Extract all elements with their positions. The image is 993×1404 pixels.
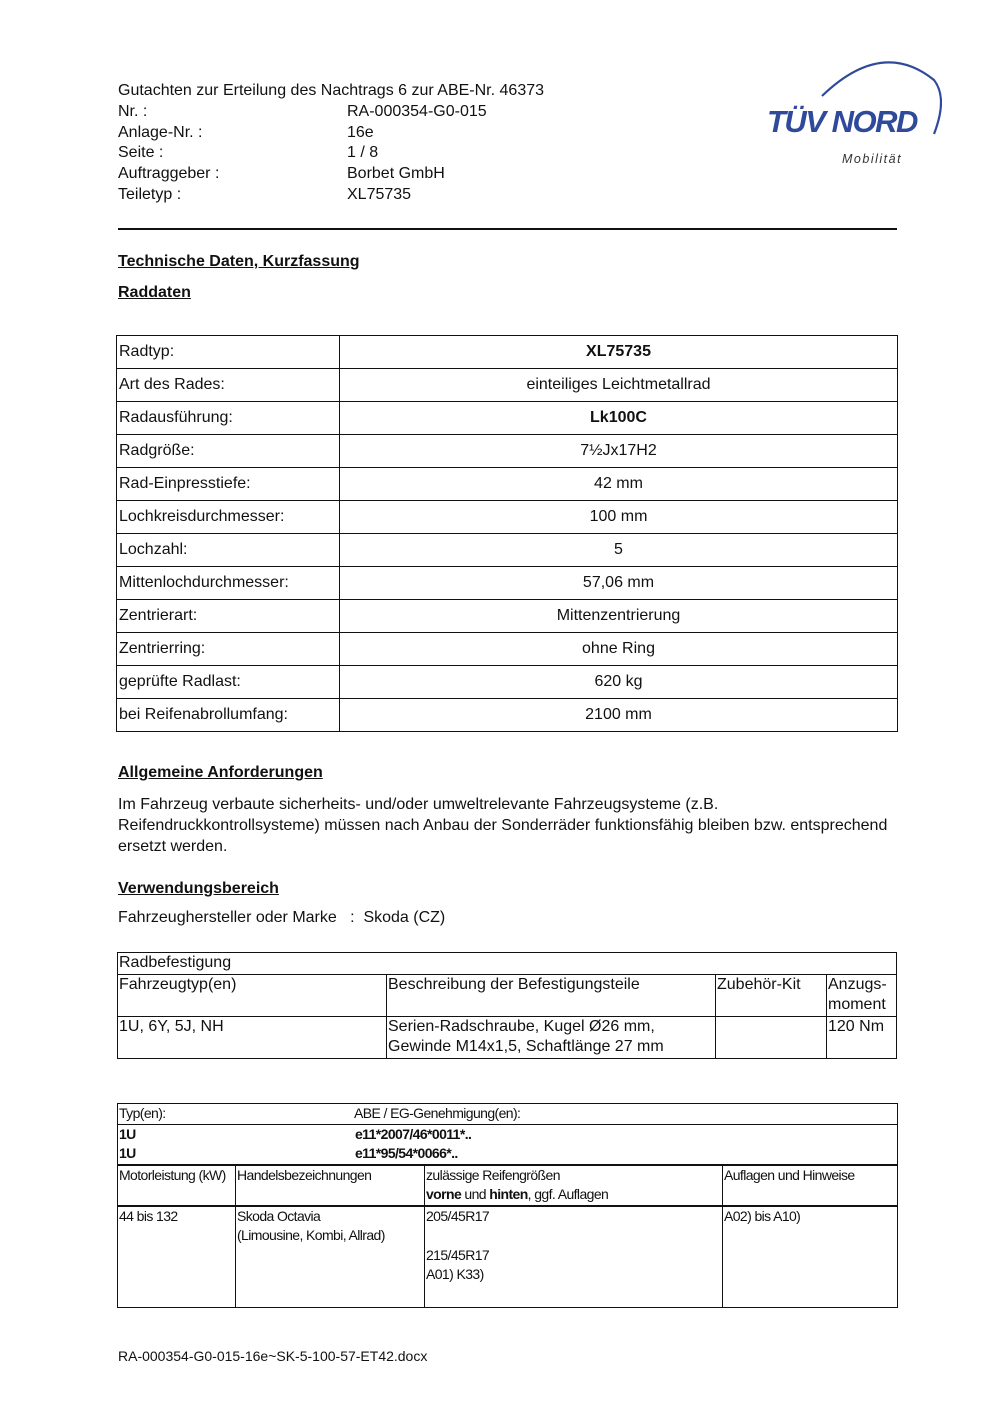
header-field-auftraggeber: Auftraggeber : Borbet GmbH xyxy=(118,165,445,183)
raddaten-value: einteiliges Leichtmetallrad xyxy=(340,369,898,402)
raddaten-label: Radausführung: xyxy=(117,402,340,435)
raddaten-value: Mittenzentrierung xyxy=(340,600,898,633)
header-field-teiletyp: Teiletyp : XL75735 xyxy=(118,185,412,203)
table-row xyxy=(117,369,898,402)
typen-table xyxy=(117,1103,898,1308)
col-anzugsmoment: Anzugs-moment xyxy=(827,974,897,1016)
raddaten-label: bei Reifenabrollumfang: xyxy=(117,699,340,732)
raddaten-value: 42 mm xyxy=(340,468,898,501)
cell-anzugsmoment: 120 Nm xyxy=(827,1016,897,1058)
raddaten-label: Rad-Einpresstiefe: xyxy=(117,468,340,501)
document-header xyxy=(118,81,638,206)
col-reifengroessen: zulässige Reifengrößen vorne und hinten, ggf. Auflagen xyxy=(425,1165,723,1206)
header-divider xyxy=(118,228,897,230)
cell-auflagen: A02) bis A10) xyxy=(723,1206,898,1308)
raddaten-label: Zentrierring: xyxy=(117,633,340,666)
table-row xyxy=(117,666,898,699)
abe-label: ABE / EG-Genehmigung(en): xyxy=(354,1105,521,1121)
radbefestigung-title: Radbefestigung xyxy=(118,953,897,975)
raddaten-label: geprüfte Radlast: xyxy=(117,666,340,699)
radbefestigung-table xyxy=(117,952,897,1059)
heading-raddaten: Raddaten xyxy=(118,284,191,301)
raddaten-value: XL75735 xyxy=(340,336,898,369)
table-row xyxy=(117,600,898,633)
raddaten-value: 7½Jx17H2 xyxy=(340,435,898,468)
raddaten-label: Radtyp: xyxy=(117,336,340,369)
cell-handelsbezeichnung: Skoda Octavia (Limousine, Kombi, Allrad) xyxy=(236,1206,425,1308)
col-auflagen: Auflagen und Hinweise xyxy=(723,1165,898,1206)
col-beschreibung: Beschreibung der Befestigungsteile xyxy=(387,974,716,1016)
footer-filename: RA-000354-G0-015-16e~SK-5-100-57-ET42.docx xyxy=(118,1348,428,1364)
raddaten-label: Zentrierart: xyxy=(117,600,340,633)
allgemeine-text: Im Fahrzeug verbaute sicherheits- und/oder umweltrelevante Fahrzeugsysteme (z.B. Reifendruckkontrollsysteme) müssen nach Anbau der Sonderräder funktionsfähig bleiben bzw. entsprechend ersetzt werden. xyxy=(118,796,888,855)
table-row xyxy=(117,468,898,501)
logo-subtitle: Mobilität xyxy=(842,152,903,166)
raddaten-label: Lochzahl: xyxy=(117,534,340,567)
table-row xyxy=(117,699,898,732)
raddaten-label: Lochkreisdurchmesser: xyxy=(117,501,340,534)
logo-wordmark: TÜV NORD xyxy=(767,104,917,139)
raddaten-label: Radgröße: xyxy=(117,435,340,468)
raddaten-value: ohne Ring xyxy=(340,633,898,666)
cell-reifengroessen: 205/45R17 215/45R17 A01) K33) xyxy=(425,1206,723,1308)
tuv-nord-logo xyxy=(762,58,942,173)
heading-technische-daten: Technische Daten, Kurzfassung xyxy=(118,253,360,270)
raddaten-value: 57,06 mm xyxy=(340,567,898,600)
raddaten-value: 620 kg xyxy=(340,666,898,699)
heading-allgemeine-anforderungen: Allgemeine Anforderungen xyxy=(118,764,323,781)
table-row xyxy=(117,435,898,468)
raddaten-value: 5 xyxy=(340,534,898,567)
marke-line: Fahrzeughersteller oder Marke : Skoda (CZ) xyxy=(118,909,446,926)
typen-entries xyxy=(118,1124,898,1165)
typen-header xyxy=(118,1104,898,1125)
table-row xyxy=(118,1206,898,1308)
cell-fahrzeugtyp: 1U, 6Y, 5J, NH xyxy=(118,1016,387,1058)
typ-label: Typ(en): xyxy=(119,1105,166,1121)
raddaten-label: Mittenlochdurchmesser: xyxy=(117,567,340,600)
col-fahrzeugtyp: Fahrzeugtyp(en) xyxy=(118,974,387,1016)
raddaten-value: Lk100C xyxy=(340,402,898,435)
table-row xyxy=(117,567,898,600)
table-row xyxy=(117,501,898,534)
document-title: Gutachten zur Erteilung des Nachtrags 6 zur ABE-Nr. 46373 xyxy=(118,82,545,99)
table-row xyxy=(117,633,898,666)
typen-entry: 1U e11*95/54*0066*.. xyxy=(119,1145,458,1161)
raddaten-value: 2100 mm xyxy=(340,699,898,732)
table-row xyxy=(117,534,898,567)
cell-beschreibung: Serien-Radschraube, Kugel Ø26 mm, Gewinde M14x1,5, Schaftlänge 27 mm xyxy=(387,1016,716,1058)
col-motorleistung: Motorleistung (kW) xyxy=(118,1165,236,1206)
cell-zubehoer-kit xyxy=(716,1016,827,1058)
raddaten-value: 100 mm xyxy=(340,501,898,534)
table-row xyxy=(118,1016,897,1058)
header-field-anlage: Anlage-Nr. : 16e xyxy=(118,123,374,141)
raddaten-label: Art des Rades: xyxy=(117,369,340,402)
table-row xyxy=(117,336,898,369)
raddaten-table xyxy=(116,335,898,732)
col-handelsbezeichnungen: Handelsbezeichnungen xyxy=(236,1165,425,1206)
header-field-seite: Seite : 1 / 8 xyxy=(118,144,379,162)
table-row xyxy=(117,402,898,435)
header-field-nr: Nr. : RA-000354-G0-015 xyxy=(118,102,487,120)
col-zubehoer-kit: Zubehör-Kit xyxy=(716,974,827,1016)
cell-motorleistung: 44 bis 132 xyxy=(118,1206,236,1308)
heading-verwendungsbereich: Verwendungsbereich xyxy=(118,880,279,897)
typen-entry: 1U e11*2007/46*0011*.. xyxy=(119,1125,472,1142)
